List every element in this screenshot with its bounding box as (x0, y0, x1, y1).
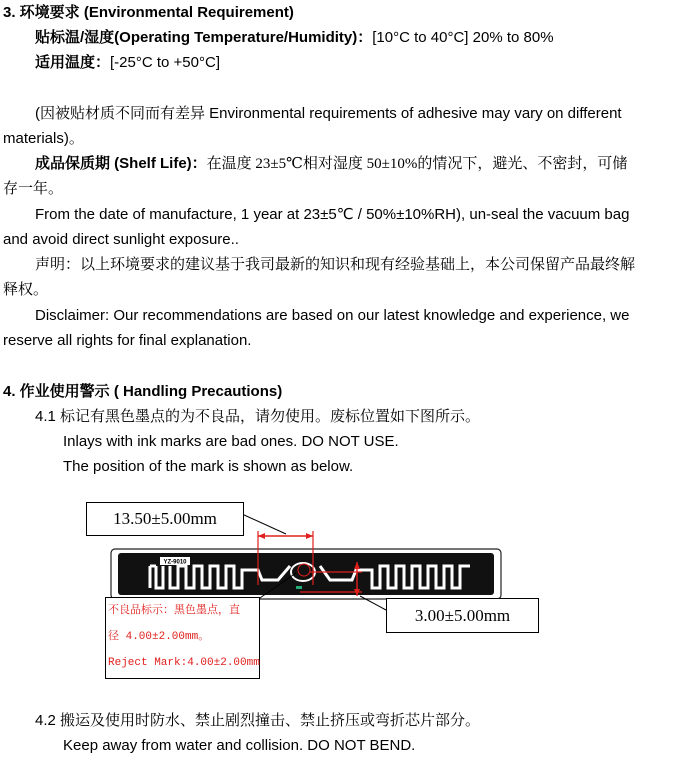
reject-note-line3: Reject Mark:4.00±2.00mm (108, 657, 260, 669)
item42-cn: 4.2 搬运及使用时防水、禁止剧烈撞击、禁止挤压或弯折芯片部分。 (35, 712, 481, 729)
dim-right-label: 3.00±5.00mm (414, 605, 511, 625)
reject-mark-note (105, 597, 260, 679)
operating-temp-label: 贴标温/湿度(Operating Temperature/Humidity)： (35, 29, 373, 46)
statement-line2: 释权。 (3, 282, 49, 298)
shelf-life-text: 在温度 23±5℃相对湿度 50±10%的情况下，避光、不密封，可储 (206, 156, 628, 172)
manufacture-note-line1: From the date of manufacture, 1 year at 23±5℃ / 50%±10%RH), un-seal the vacuum bag (35, 206, 630, 223)
item41-en1: Inlays with ink marks are bad ones. DO NOT USE. (63, 433, 399, 450)
disclaimer-line1: Disclaimer: Our recommendations are based on our latest knowledge and experience, we (35, 307, 630, 324)
chip-label-text: YZ-9010 (163, 559, 187, 566)
shelf-life-label: 成品保质期 (Shelf Life)： (35, 155, 207, 172)
adhesive-note-line1: (因被贴材质不同而有差异 Environmental requirements of adhesive may vary on different (35, 105, 622, 122)
use-temp-label: 适用温度： (35, 54, 111, 71)
reject-note-line1: 不良品标示：黑色墨点，直 (108, 605, 240, 617)
item41-en2: The position of the mark is shown as below. (63, 458, 354, 475)
dim-top-label: 13.50±5.00mm (113, 509, 217, 528)
dim-top-leader (242, 514, 286, 534)
disclaimer-line2: reserve all rights for final explanation. (3, 332, 252, 349)
adhesive-note-line2: materials)。 (3, 130, 84, 147)
reject-ink-mark (298, 564, 310, 576)
shelf-life-text-line2: 存一年。 (3, 181, 64, 197)
statement-line1: 声明：以上环境要求的建议基于我司最新的知识和现有经验基础上，本公司保留产品最终解 (35, 257, 636, 273)
operating-temp-value: [10°C to 40°C] 20% to 80% (372, 29, 554, 46)
reject-note-line2: 径 4.00±2.00mm。 (108, 631, 210, 643)
dim-top-arrow-left (258, 533, 265, 539)
section4-heading: 4. 作业使用警示 ( Handling Precautions) (3, 383, 283, 400)
dim-top-arrow-right (306, 533, 313, 539)
dim-top-label-box (86, 502, 244, 536)
item42-en: Keep away from water and collision. DO NOT BEND. (63, 737, 416, 754)
manufacture-note-line2: and avoid direct sunlight exposure.. (3, 231, 239, 248)
chip-die (296, 586, 302, 589)
dim-right-label-box (386, 598, 539, 633)
item41-cn: 4.1 标记有黑色墨点的为不良品，请勿使用。废标位置如下图所示。 (35, 408, 481, 425)
section3-heading: 3. 环境要求 (Environmental Requirement) (3, 4, 294, 21)
use-temp-value: [-25°C to +50°C] (110, 54, 220, 71)
